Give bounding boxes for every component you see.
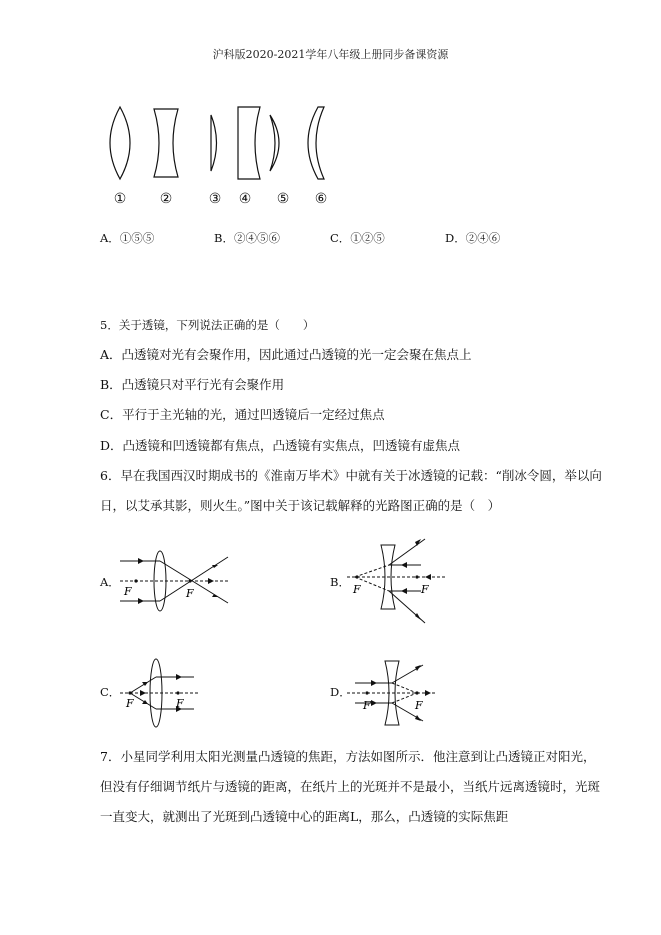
focus-label-f: F	[421, 583, 429, 596]
lens-shapes-figure	[90, 95, 350, 215]
lens-number-1: ①	[113, 191, 127, 207]
q5-option-b: B．凸透镜只对平行光有会聚作用	[100, 377, 285, 392]
q5-option-a: A．凸透镜对光有会聚作用，因此通过凸透镜的光一定会聚在焦点上	[100, 347, 472, 362]
focus-label-f: F	[124, 585, 132, 598]
lens-number-3: ③	[208, 191, 222, 207]
q4-option-b: B．②④⑤⑥	[214, 231, 280, 245]
q7-line-2: 但没有仔细调节纸片与透镜的距离，在纸片上的光斑并不是最小，当纸片远离透镜时，光斑	[100, 779, 601, 794]
lens-plano-convex	[211, 115, 217, 171]
q7-line-3: 一直变大，就测出了光斑到凸透镜中心的距离L，那么，凸透镜的实际焦距	[100, 809, 509, 824]
lens-biconvex	[110, 107, 130, 179]
lens-meniscus-convex	[270, 115, 279, 171]
focus-label-f: F	[126, 697, 134, 710]
ray-diagram-b	[345, 535, 465, 630]
lens-number-6: ⑥	[314, 191, 328, 207]
q5-option-c: C．平行于主光轴的光，通过凹透镜后一定经过焦点	[100, 407, 385, 422]
q4-option-d: D．②④⑥	[445, 231, 501, 245]
q5-stem: 5．关于透镜，下列说法正确的是（ ）	[100, 318, 315, 332]
q4-option-c: C．①②⑤	[330, 231, 385, 245]
q6-option-d-label: D．	[330, 685, 351, 699]
lens-number-2: ②	[159, 191, 173, 207]
q6-option-c-label: C．	[100, 685, 121, 699]
q5-option-d: D．凸透镜和凹透镜都有焦点，凸透镜有实焦点，凹透镜有虚焦点	[100, 438, 461, 453]
q6-option-a-label: A．	[100, 575, 120, 589]
lens-number-4: ④	[238, 191, 252, 207]
focus-label-f: F	[353, 583, 361, 596]
q6-stem-line1: 6．早在我国西汉时期成书的《淮南万毕术》中就有关于冰透镜的记载：“削冰令圆，举以向	[100, 468, 602, 483]
lens-biconcave	[154, 109, 178, 177]
q6-stem-line2: 日，以艾承其影，则火生。”图中关于该记载解释的光路图正确的是（ ）	[100, 498, 501, 513]
lens-plano-concave	[238, 107, 260, 179]
q4-option-a: A．①⑤⑤	[100, 231, 155, 245]
focus-label-f: F	[176, 697, 184, 710]
ray-diagram-a	[118, 545, 238, 615]
ray-diagram-c	[118, 655, 208, 730]
lens-meniscus-concave	[308, 107, 324, 179]
focus-label-f: F	[186, 587, 194, 600]
q6-option-b-label: B．	[330, 575, 350, 589]
focus-label-f: F	[415, 699, 423, 712]
lens-number-5: ⑤	[276, 191, 290, 207]
page-header: 沪科版2020-2021学年八年级上册同步备课资源	[212, 48, 449, 61]
focus-label-f: F	[363, 699, 371, 712]
q7-line-1: 7．小星同学利用太阳光测量凸透镜的焦距，方法如图所示．他注意到让凸透镜正对阳光，	[100, 749, 596, 764]
ray-diagram-d	[345, 655, 440, 730]
